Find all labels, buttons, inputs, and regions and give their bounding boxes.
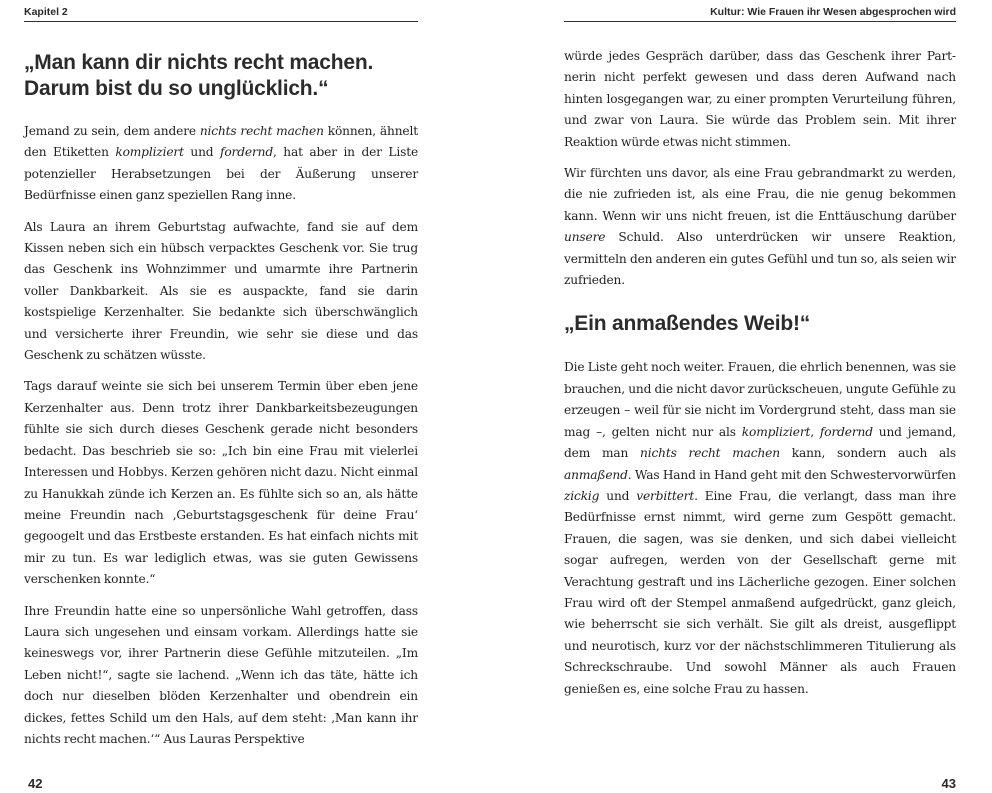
text-run: , — [810, 424, 820, 439]
text-run: Die Liste geht noch weiter. Frauen, die ehrlich benennen, was sie brauchen, und die nicht davor zurückscheuen, ungute Gefühle zu erzeugen – weil für sie nicht im Vordergrund steht, dass man sie mag –, gelten nicht nur als — [564, 360, 956, 439]
page-number-right: 43 — [941, 776, 956, 791]
text-run: Wir fürchten uns davor, als eine Frau gebrandmarkt zu werden, die nie zufrieden ist, als eine Frau, die nie genug bekommen kann. Wenn wir uns nicht freuen, ist die Enttäuschung darüber — [564, 166, 956, 223]
text-run: Schuld. Also unterdrücken wir unsere Reaktion, vermitteln den anderen ein gutes Gefühl und tun so, als seien wir zufrieden. — [564, 230, 956, 288]
heading-line-1: „Man kann dir nichts recht machen. — [24, 51, 374, 74]
text-run: und — [599, 488, 637, 503]
emphasis: unsere — [564, 230, 606, 245]
running-head-title: Kultur: Wie Frauen ihr Wesen abgesprochen wird — [564, 6, 956, 22]
section-heading-anmassendes-weib: „Ein anmaßendes Weib!“ — [564, 312, 811, 336]
emphasis: kompliziert — [741, 424, 811, 439]
heading-line-2: Darum bist du so unglücklich.“ — [24, 77, 329, 100]
emphasis: fordernd — [220, 145, 273, 160]
page-number-left: 42 — [28, 776, 43, 791]
text-run: können, ähnelt den Etiketten — [24, 124, 418, 160]
emphasis: kompliziert — [115, 145, 184, 160]
text-run: . Eine Frau, die verlangt, dass man ihre Bedürfnisse ernst nimmt, wird gerne zum Gespött gemacht. Frauen, die sagen, was sie denken, und sich dabei vielleicht sogar aufregen, werden von der Gesellschaft gerne mit Verachtung gestraft und ins Lächerliche gezogen. Einer solchen Frau wird oft der Stempel anmaßend aufgedrückt, ganz gleich, wie beherrscht sie sich verhält. Sie gilt als dreist, ausgeflippt und neurotisch, kurz vor der nächstschlimmeren Titulierung als Schreckschraube. Und sowohl Männer als auch Frauen genießen es, eine solche Frau zu hassen. — [564, 488, 957, 696]
paragraph-birthday: Als Laura an ihrem Geburtstag aufwachte, fand sie auf dem Kissen neben sich ein hübsch verpacktes Geschenk vor. Sie trug das Geschenk ins Wohnzimmer und umarmte ihre Partnerin voller Dankbarkeit. Als sie es auspackte, fand sie darin kostspielige Kerzenhalter. Sie bedankte sich überschwänglich und versicherte ihrer Freundin, wie sehr sie diese und das Geschenk zu schätzen wüsste. — [24, 219, 418, 363]
paragraph-continuation: würde jedes Gespräch darüber, dass das Geschenk ihrer Partnerin nicht perfekt gewesen und dass deren Aufwand nach hinten losgegangen war, zu einer prompten Verurteilung führen, und zwar von Laura. Sie würde das Problem sein. Mit ihrer Reaktion würde etwas nicht stimmen. — [564, 49, 956, 149]
emphasis: nichts recht machen — [199, 124, 324, 138]
emphasis: zickig — [564, 488, 600, 503]
text-run: und jemand, dem man — [564, 424, 956, 461]
right-page-content — [564, 46, 956, 710]
left-page-content — [24, 50, 418, 750]
paragraph-fear — [564, 163, 956, 291]
right-page — [564, 0, 956, 793]
text-run: . Was Hand in Hand geht mit den Schwestervorwürfen — [627, 467, 956, 482]
emphasis: verbittert — [636, 488, 695, 503]
emphasis: fordernd — [819, 424, 873, 439]
emphasis: anmaßend — [564, 467, 628, 482]
paragraph-candle-holders: Tags darauf weinte sie sich bei unserem Termin über eben jene Kerzenhalter aus. Denn trotz ihrer Dankbarkeitsbezeugungen fühlte sie sich durch dieses Geschenk gerade nicht besonders bedacht. Das beschrieb sie so: „Ich bin eine Frau mit vielerlei Interessen und Hobbys. Kerzen gehören nicht dazu. Nicht einmal zu Hanukkah zünde ich Kerzen an. Es fühlte sich so an, als hätte meine Freundin nach ‚Geburtstagsgeschenk für deine Frau‘ gegoogelt und das Erstbeste erstanden. Es hat einfach nichts mit mir zu tun. Es war lediglich etwas, was sie guten Gewissens verschenken konnte.“ — [24, 379, 418, 587]
text-run: und — [183, 145, 220, 160]
paragraph-intro — [24, 121, 418, 207]
text-run: Jemand zu sein, dem andere — [24, 124, 200, 138]
left-page — [24, 0, 418, 793]
running-head-chapter: Kapitel 2 — [24, 6, 418, 22]
text-run: kann, sondern auch als — [779, 446, 956, 461]
paragraph-impersonal-choice: Ihre Freundin hatte eine so unpersönliche Wahl getroffen, dass Laura sich ungesehen und einsam vorkam. Allerdings hatte sie keineswegs vor, ihrer Partnerin diese Gefühle mitzuteilen. „Im Leben nicht!“, sagte sie lachend. „Wenn ich das täte, hätte ich doch nur dieselben blöden Kerzenhalter und obendrein ein dickes, fettes Schild um den Hals, auf dem steht: ‚Man kann ihr nichts recht machen.‘“ Aus Lauras Perspektive — [24, 603, 418, 746]
paragraph-list-continues — [564, 357, 956, 700]
emphasis: nichts recht machen — [640, 446, 780, 461]
section-heading-nichts-recht-machen — [24, 50, 418, 102]
text-run: , hat aber in der Liste potenzieller Herabsetzungen bei der Äußerung unserer Bedürfnisse einen ganz speziellen Rang inne. — [24, 145, 419, 203]
